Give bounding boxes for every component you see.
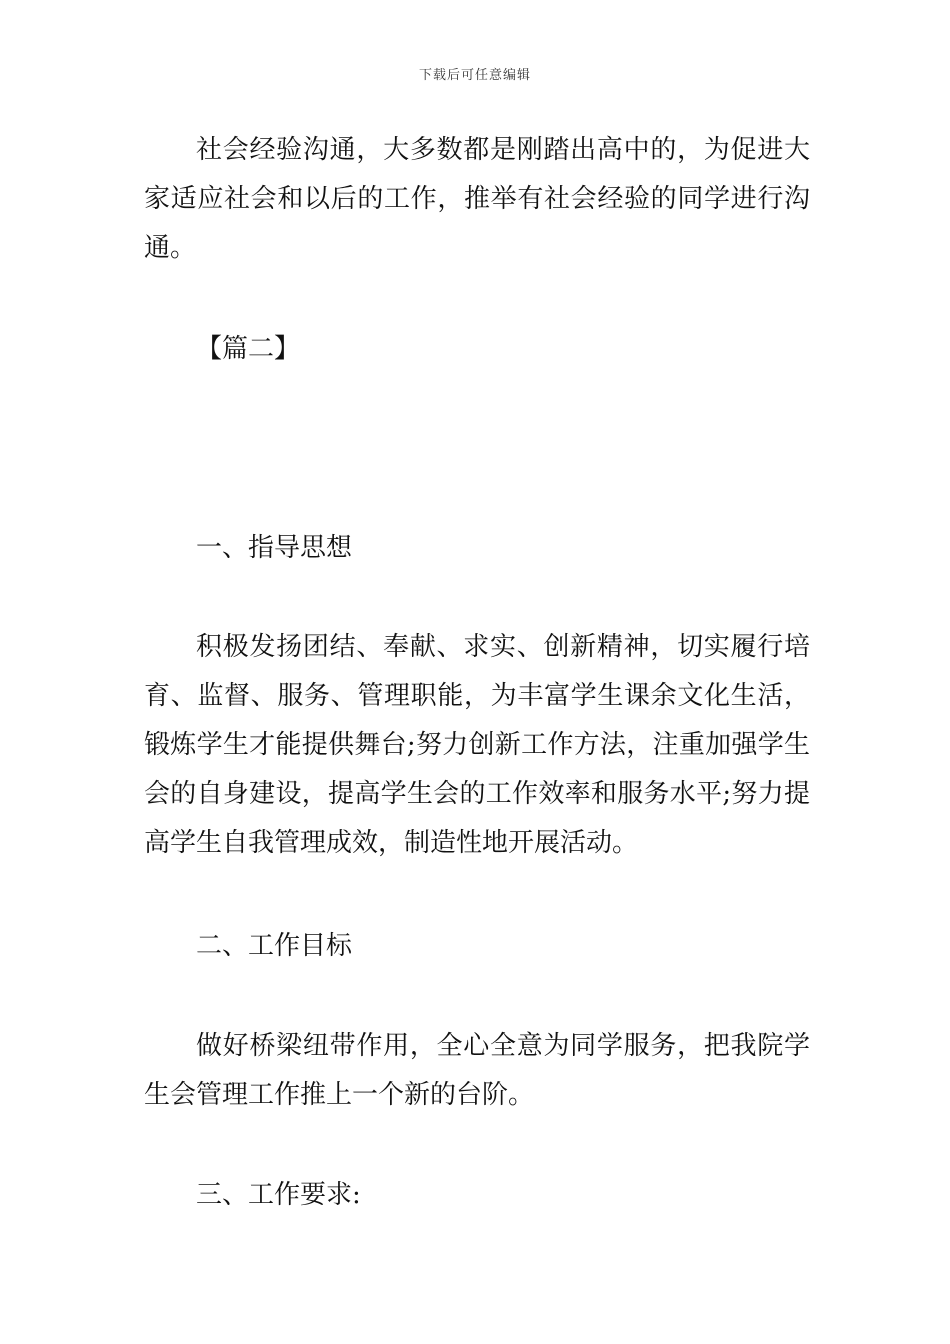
intro-paragraph: 社会经验沟通，大多数都是刚踏出高中的，为促进大家适应社会和以后的工作，推举有社会经验的同学进行沟通。 xyxy=(144,135,810,263)
heading-guiding-ideology: 一、指导思想 xyxy=(196,533,353,563)
heading-work-requirements: 三、工作要求: xyxy=(196,1180,361,1210)
paragraph-work-goal: 做好桥梁纽带作用，全心全意为同学服务，把我院学生会管理工作推上一个新的台阶。 xyxy=(144,1031,810,1110)
paragraph-guiding-ideology: 积极发扬团结、奉献、求实、创新精神，切实履行培育、监督、服务、管理职能，为丰富学生课余文化生活，锻炼学生才能提供舞台;努力创新工作方法，注重加强学生会的自身建设，提高学生会的工作效率和服务水平;努力提高学生自我管理成效，制造性地开展活动。 xyxy=(144,632,810,858)
heading-work-goal: 二、工作目标 xyxy=(196,931,353,961)
section-marker: 【篇二】 xyxy=(196,334,301,364)
page-header-note: 下载后可任意编辑 xyxy=(418,68,531,83)
